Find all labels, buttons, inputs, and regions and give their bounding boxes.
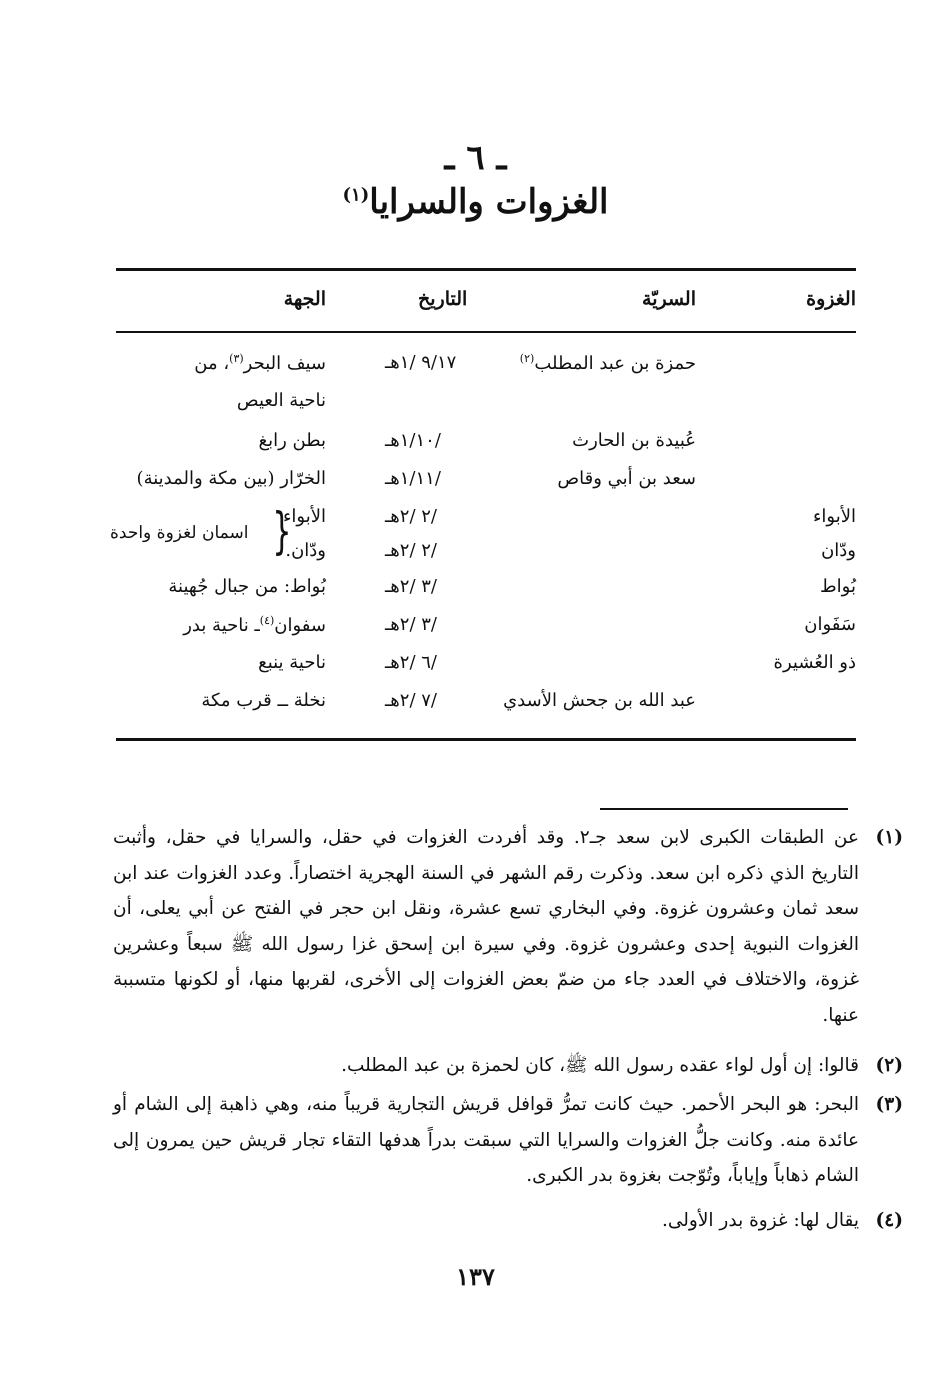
- footnote-4: [113, 1203, 903, 1239]
- table-row-sariya: سعد بن أبي وقاص: [557, 468, 696, 489]
- table-row-side: ناحية ينبع: [258, 652, 326, 673]
- table-row-side: بُواط: من جبال جُهينة: [168, 576, 326, 597]
- table-row-sariya: حمزة بن عبد المطلب$^{(٢)}$: [519, 352, 696, 374]
- curly-brace-icon: {: [272, 502, 292, 560]
- chapter-number: ـ ٦ ـ: [444, 138, 507, 178]
- footnote-text: البحر: هو البحر الأحمر. حيث كانت تمرُّ قوافل قريش التجارية قريباً منه، وهي ذاهبة إلى الشام أو عائدة منه. وكانت جلُّ الغزوات والسرايا التي سبقت بدراً هدفها التقاء تجار قريش حين يمرون إلى الشام ذهاباً وإياباً، وتُوّجت بغزوة بدر الكبرى.: [113, 1094, 859, 1186]
- table-row-date: /٢ /٢هـ: [385, 506, 437, 527]
- table-row-sariya: عبد الله بن جحش الأسدي: [503, 690, 696, 711]
- footnote-text: عن الطبقات الكبرى لابن سعد جـ٢. وقد أفردت الغزوات في حقل، والسرايا في حقل، وأثبت التاريخ الذي ذكره ابن سعد. وذكرت رقم الشهر في السنة الهجرية اختصاراً. وعدد الغزوات عند ابن سعد ثمان وعشرون غزوة. وفي البخاري تسع عشرة، ونقل ابن حجر في الفتح عن أبي يعلى، أن الغزوات النبوية إحدى وعشرون غزوة. وفي سيرة ابن إسحق غزا رسول الله ﷺ سبعاً وعشرين غزوة، والاختلاف في العدد جاء من ضمّ بعض الغزوات إلى الأخرى، لقربها منها، أو لكونها متسببة عنها.: [113, 827, 860, 1026]
- table-row-date: /٣ /٢هـ: [385, 576, 437, 597]
- table-row-side: نخلة ــ قرب مكة: [201, 690, 326, 711]
- footnote-number: (٢): [875, 1055, 903, 1076]
- table-row-date: /٣ /٢هـ: [385, 614, 437, 635]
- table-bottom-rule: [116, 738, 856, 741]
- table-row-ghazwa: ودّان: [821, 540, 856, 561]
- page-number: ١٣٧: [456, 1262, 495, 1291]
- footnote-text: قالوا: إن أول لواء عقده رسول الله ﷺ، كان لحمزة بن عبد المطلب.: [341, 1055, 859, 1076]
- table-row-side: سفوان$^{(٤)}$ـ ناحية بدر: [183, 614, 326, 636]
- table-row-side-line2: ناحية العيص: [236, 390, 326, 411]
- footnote-text: يقال لها: غزوة بدر الأولى.: [661, 1210, 859, 1231]
- footnote-number: (٣): [875, 1094, 903, 1115]
- table-row-ghazwa: الأبواء: [812, 506, 856, 527]
- table-row-sariya: عُبيدة بن الحارث: [572, 430, 696, 451]
- header-side: الجهة: [283, 288, 326, 310]
- footnote-3: [113, 1087, 903, 1194]
- header-sariya: السريّة: [642, 288, 696, 310]
- footnote-2: [113, 1048, 903, 1084]
- table-row-date: /١/١٠هـ: [385, 430, 441, 451]
- footnote-number: (١): [875, 827, 903, 848]
- table-top-rule: [116, 268, 856, 271]
- table-row-date: /٦ /٢هـ: [385, 652, 437, 673]
- table-row-date: ٩/١٧ /١هـ: [385, 352, 457, 373]
- chapter-title-note: (١): [342, 184, 370, 206]
- table-row-date: /٢ /٢هـ: [385, 540, 437, 561]
- footnote-number: (٤): [875, 1210, 903, 1231]
- table-row-side: الأبواء: [282, 506, 326, 527]
- chapter-title-text: الغزوات والسرايا: [369, 182, 609, 222]
- table-row-side: سيف البحر$^{(٣)}$، من: [194, 352, 326, 374]
- chapter-title: [0, 182, 951, 222]
- table-row-date: /٧ /٢هـ: [385, 690, 437, 711]
- table-row-ghazwa: ذو العُشيرة: [773, 652, 856, 673]
- table-header-rule: [116, 331, 856, 333]
- header-ghazwa: الغزوة: [806, 288, 856, 310]
- footnote-1: [113, 820, 903, 1033]
- table-row-ghazwa: بُواط: [820, 576, 856, 597]
- footnote-separator: [600, 808, 848, 810]
- table-row-side: ودّان.: [285, 540, 326, 561]
- table-row-side: الخرّار (بين مكة والمدينة): [136, 468, 326, 489]
- table-row-date: /١/١١هـ: [385, 468, 441, 489]
- header-date: التاريخ: [418, 288, 468, 310]
- brace-note: اسمان لغزوة واحدة: [110, 523, 249, 543]
- table-row-ghazwa: سَفَوان: [804, 614, 856, 635]
- table-row-side: بطن رابغ: [258, 430, 326, 451]
